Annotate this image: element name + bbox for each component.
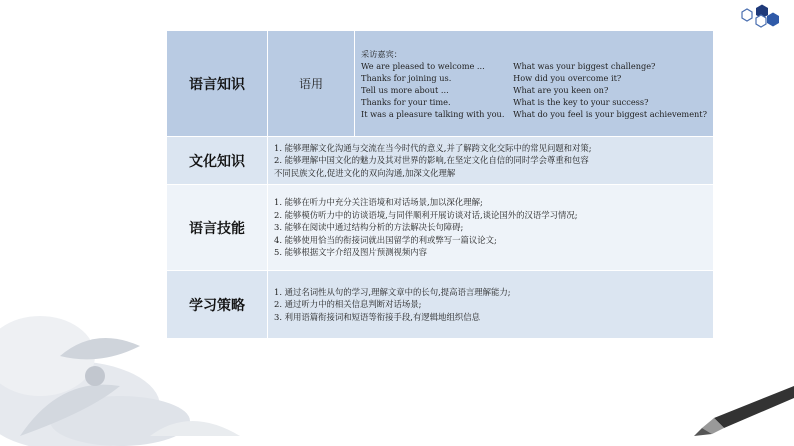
- category-cell: 文化知识: [167, 137, 268, 185]
- objective-item: 2. 能够理解中国文化的魅力及其对世界的影响,在坚定文化自信的同时学会尊重和包容: [274, 155, 589, 166]
- phrase: What are you keen on?: [513, 84, 609, 95]
- objectives-cell: [268, 271, 714, 339]
- table-row: [167, 185, 714, 271]
- table-row: [167, 137, 714, 185]
- phrase: What is the key to your success?: [513, 96, 649, 107]
- curriculum-table: [166, 30, 714, 339]
- objective-item: 2. 通过听力中的相关信息判断对话场景;: [274, 299, 422, 310]
- objectives-cell: [268, 137, 714, 185]
- objective-item: 1. 通过名词性从句的学习,理解文章中的长句,提高语言理解能力;: [274, 286, 511, 297]
- table-row: [167, 31, 714, 137]
- category-cell: 学习策略: [167, 271, 268, 339]
- phrase: Thanks for your time.: [361, 96, 451, 107]
- phrases-columns: [361, 60, 707, 120]
- phrases-left: [361, 60, 513, 120]
- category-cell: 语言技能: [167, 185, 268, 271]
- objective-item: 1. 能够在听力中充分关注语境和对话场景,加以深化理解;: [274, 197, 483, 208]
- objective-item: 不同民族文化,促进文化的双向沟通,加深文化理解: [274, 167, 456, 178]
- phrase: It was a pleasure talking with you.: [361, 108, 505, 119]
- objective-item: 1. 能够理解文化沟通与交流在当今时代的意义,并了解跨文化交际中的常见问题和对策;: [274, 142, 592, 153]
- phrase: Tell us more about ...: [361, 84, 449, 95]
- phrase: We are pleased to welcome ...: [361, 60, 485, 71]
- objective-item: 3. 能够在阅读中通过结构分析的方法解决长句障碍;: [274, 222, 464, 233]
- objectives-cell: [268, 185, 714, 271]
- objective-item: 5. 能够根据文字介绍及图片预测视频内容: [274, 247, 428, 258]
- hexagon-icon: [734, 2, 786, 30]
- phrases-title: 采访嘉宾：: [361, 48, 402, 59]
- subcategory-cell: 语用: [268, 31, 355, 137]
- table-row: [167, 271, 714, 339]
- phrase: How did you overcome it?: [513, 72, 622, 83]
- phrase: What was your biggest challenge?: [513, 60, 656, 71]
- pen-icon: [684, 376, 794, 446]
- phrases-right: [513, 60, 707, 120]
- phrase: What do you feel is your biggest achievement?: [513, 108, 707, 119]
- category-cell: 语言知识: [167, 31, 268, 137]
- objective-item: 3. 利用语篇衔接词和短语等衔接手段,有逻辑地组织信息: [274, 311, 480, 322]
- phrase: Thanks for joining us.: [361, 72, 452, 83]
- objective-item: 4. 能够使用恰当的衔接词就出国留学的利或弊写一篇议论文;: [274, 234, 497, 245]
- objective-item: 2. 能够模仿听力中的访谈语境,与同伴顺利开展访谈对话,谈论国外的汉语学习情况;: [274, 209, 578, 220]
- phrases-cell: [355, 31, 714, 137]
